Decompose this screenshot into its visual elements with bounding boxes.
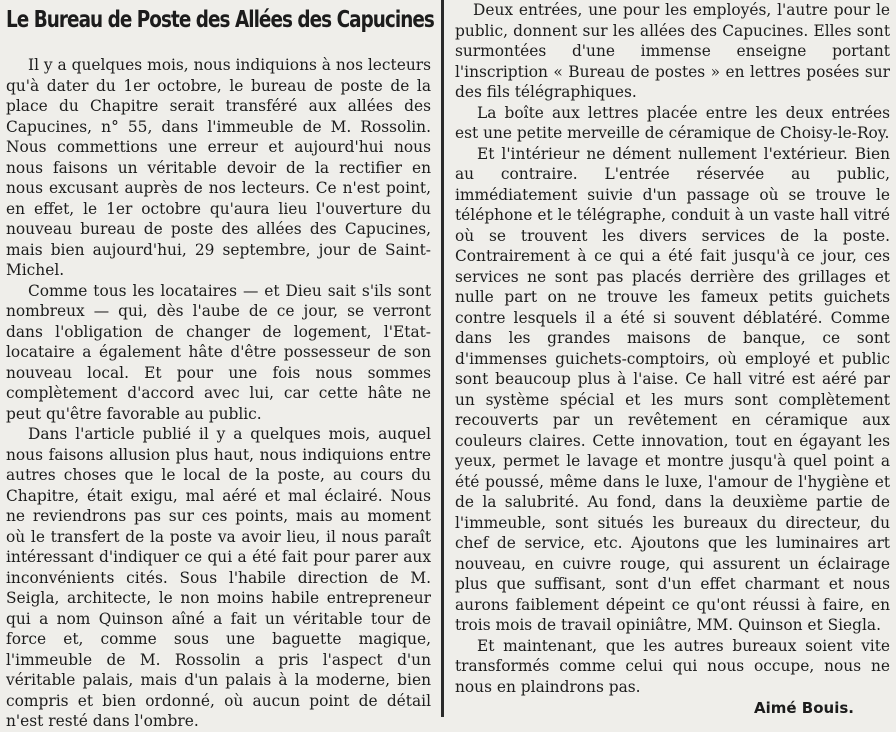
column-divider [441, 0, 444, 717]
article-paragraph: La boîte aux lettres placée entre les deux entrées est une petite merveille de céramique de Choisy-le-Roy. [455, 103, 890, 142]
article-paragraph: Et maintenant, que les autres bureaux soient vite transformés comme celui qui nous occupe, nous ne nous en plaindrons pas. [455, 636, 890, 696]
article-paragraph: Et l'intérieur ne dément nullement l'extérieur. Bien au contraire. L'entrée réservée au public, immédiatement suivie d'un passage où se trouve le téléphone et le télégraphe, conduit à un vaste hall vitré où se trouvent les divers services de la poste. Contrairement à ce qui a été fait jusqu'à ce jour, ces services ne sont pas placés derrière des grillages et nulle part on ne trouve les fameux petits guichets contre lesquels il a été si souvent déblatéré. Comme dans les grandes maisons de banque, ce sont d'immenses guichets-comptoirs, où employé et public sont beaucoup plus à l'aise. Ce hall vitré est aéré par un système spécial et les murs sont complètement recouverts par un revêtement en céramique aux couleurs claires. Cette innovation, tout en égayant les yeux, permet le lavage et montre jusqu'à quel point a été poussé, même dans le luxe, l'amour de l'hygiène et de la salubrité. Au fond, dans la deuxième partie de l'immeuble, sont situés les bureaux du directeur, du chef de service, etc. Ajoutons que les luminaires art nouveau, en cuivre rouge, qui assurent un éclairage plus que suffisant, sont d'un effet charmant et nous aurons faiblement dépeint ce qu'ont réussi à faire, en trois mois de travail opiniâtre, MM. Quinson et Siegla. [455, 144, 890, 634]
right-column [449, 0, 894, 717]
article-paragraph: Dans l'article publié il y a quelques mois, auquel nous faisons allusion plus haut, nous indiquions entre autres choses que le local de la poste, au cours du Chapitre, était exigu, mal aéré et mal éclairé. Nous ne reviendrons pas sur ces points, mais au moment où le transfert de la poste va avoir lieu, il nous paraît intéressant d'indiquer ce qui a été fait pour parer aux inconvénients cités. Sous l'habile direction de M. Seigla, architecte, le non moins habile entrepreneur qui a nom Quinson aîné a fait un véritable tour de force et, comme sous une baguette magique, l'immeuble de M. Rossolin a pris l'aspect d'un véritable palais, mais d'un palais à la moderne, bien compris et bien ordonné, où aucun point de détail n'est resté dans l'ombre. [6, 425, 431, 730]
author-signature: Aimé Bouis. [754, 699, 854, 717]
article-paragraph: Il y a quelques mois, nous indiquions à nos lecteurs qu'à dater du 1er octobre, le bureau de poste de la place du Chapitre serait transféré aux allées des Capucines, n° 55, dans l'immeuble de M. Rossolin. Nous commettions une erreur et aujourd'hui nous nous faisons un véritable devoir de la rectifier en nous excusant auprès de nos lecteurs. Ce n'est point, en effet, le 1er octobre qu'aura lieu l'ouverture du nouveau bureau de poste des allées des Capucines, mais bien aujourd'hui, 29 septembre, jour de Saint-Michel. [6, 56, 431, 279]
left-column [0, 0, 437, 730]
article-paragraph: Comme tous les locataires — et Dieu sait s'ils sont nombreux — qui, dès l'aube de ce jour, se verront dans l'obligation de changer de logement, l'Etat-locataire a également hâte d'être possesseur de son nouveau local. Et pour une fois nous sommes complètement d'accord avec lui, car cette hâte ne peut qu'être favorable au public. [6, 281, 431, 423]
article-paragraph: Deux entrées, une pour les employés, l'autre pour le public, donnent sur les allées des Capucines. Elles sont surmontées d'une immense enseigne portant l'inscription « Bureau de postes » en lettres posées sur des fils télégraphiques. [455, 1, 890, 101]
article-headline: Le Bureau de Poste des Allées des Capucines [6, 7, 434, 33]
